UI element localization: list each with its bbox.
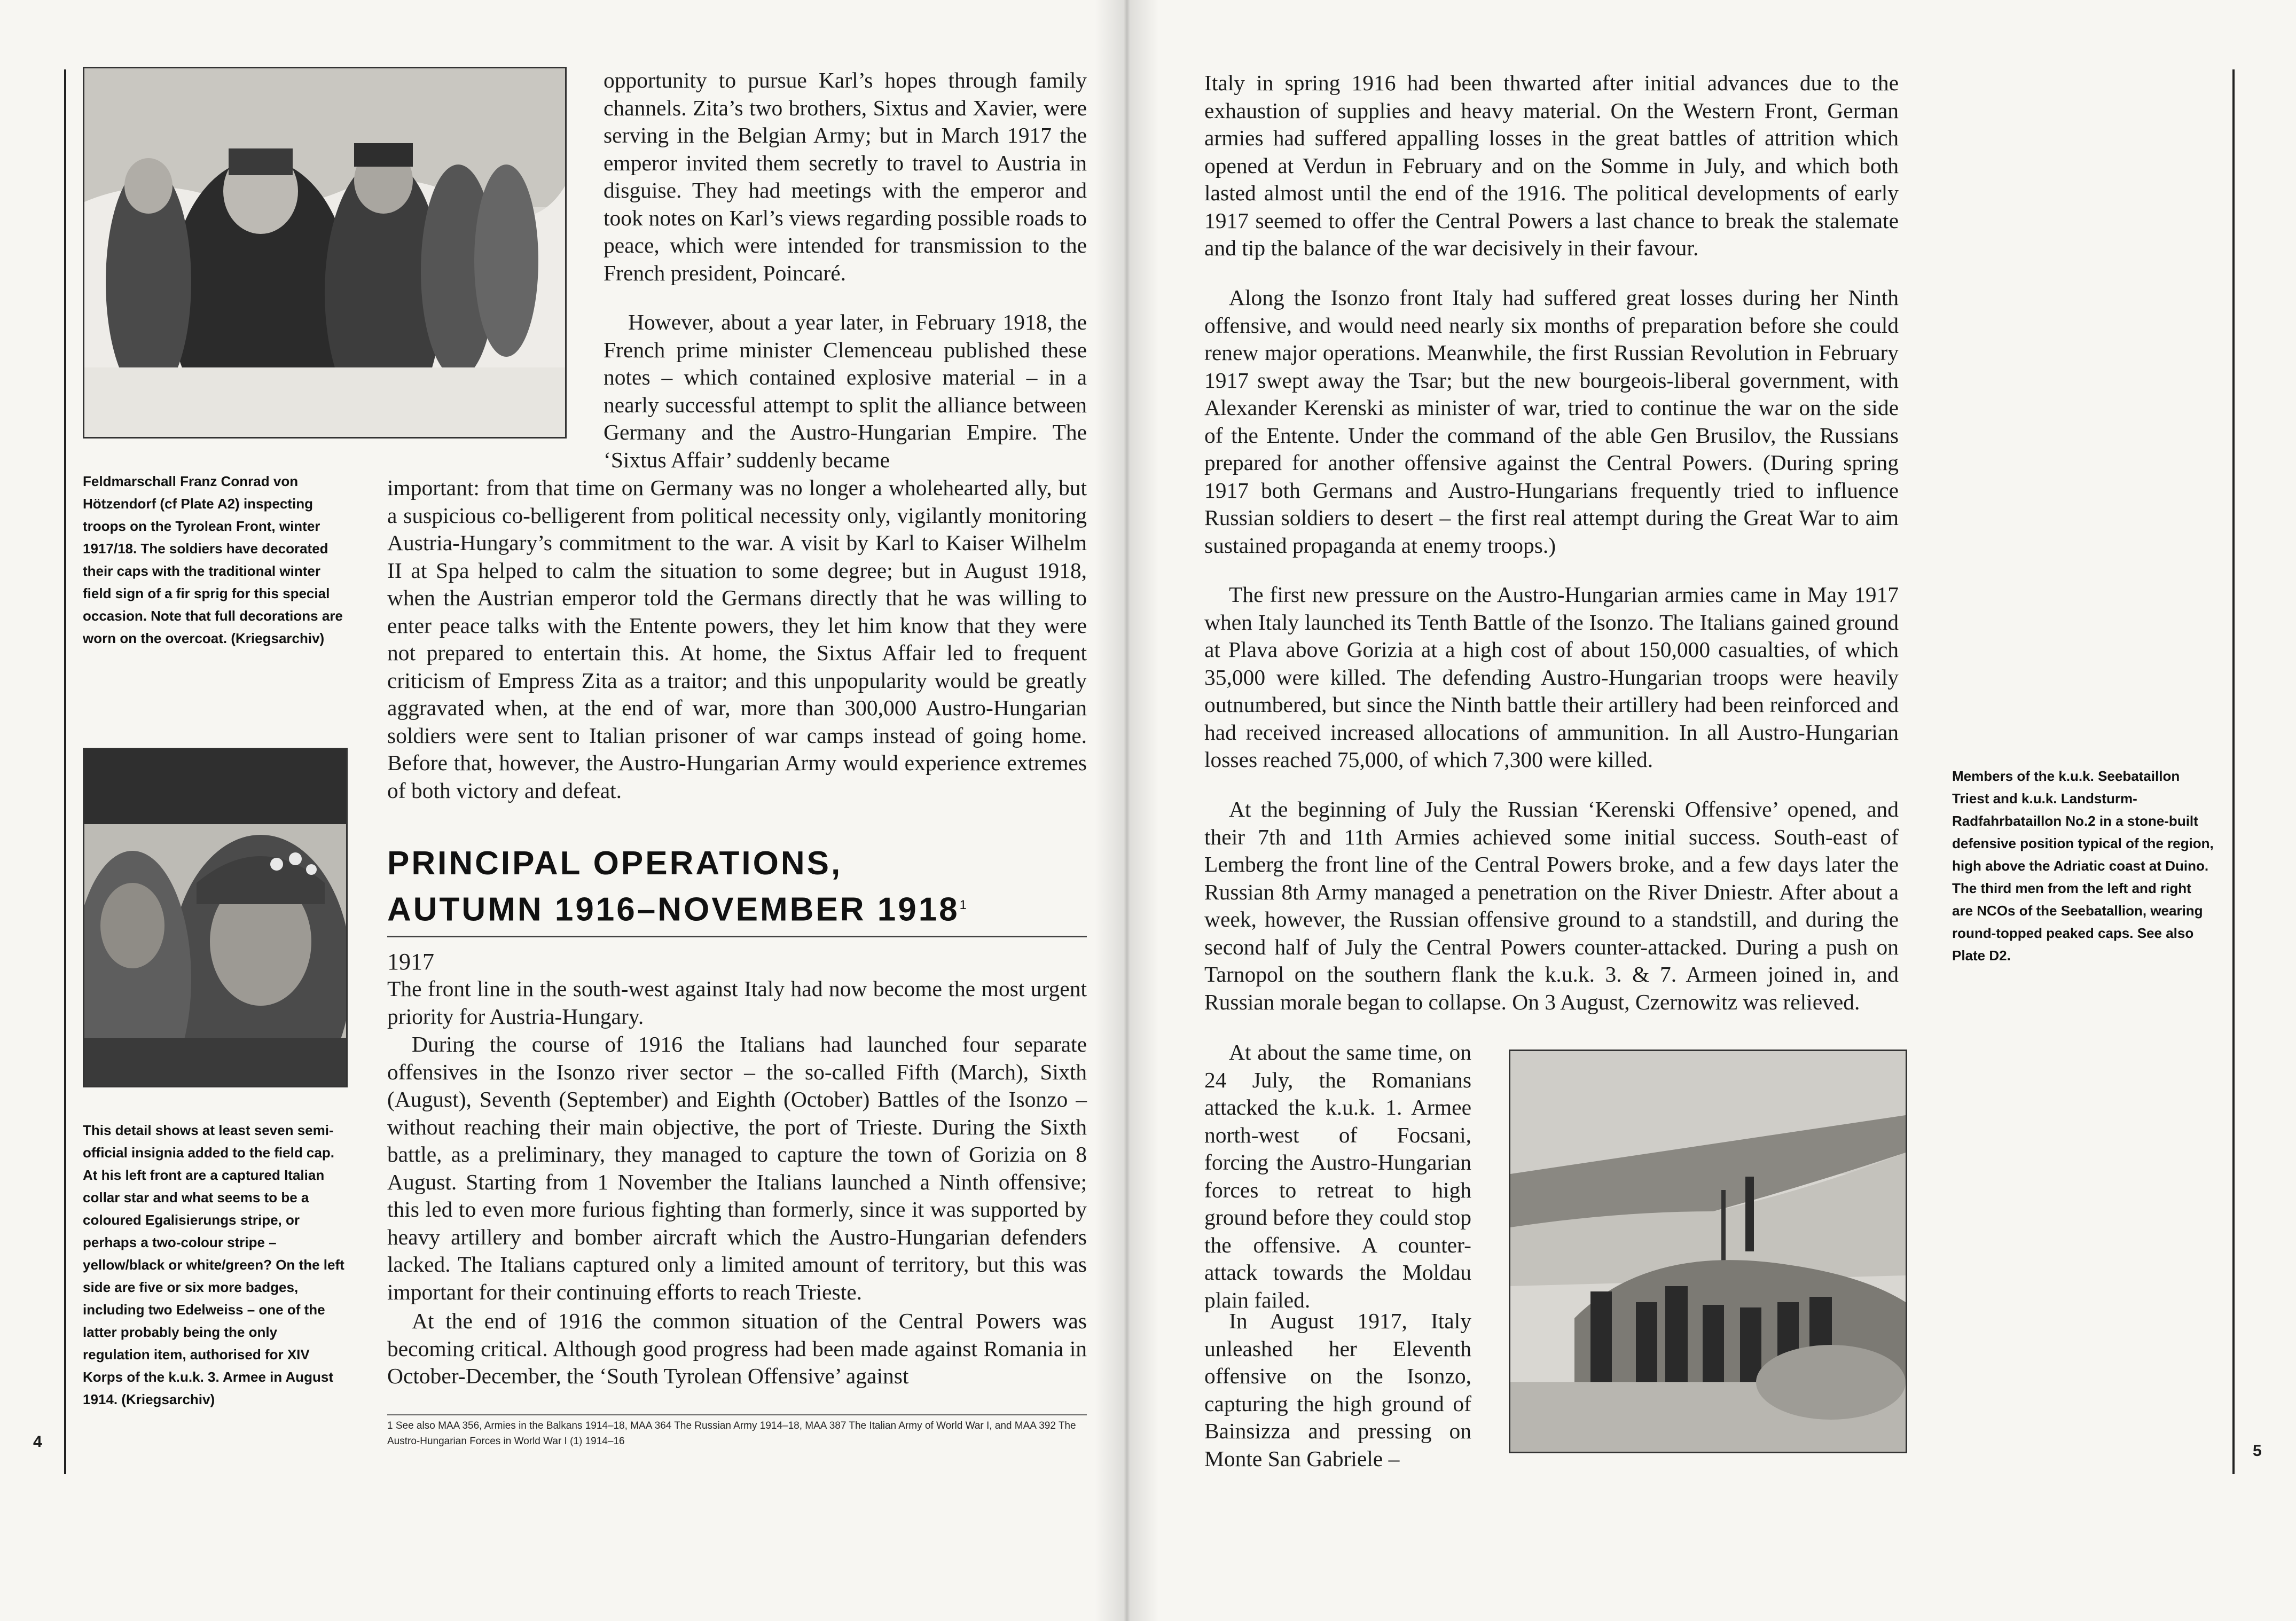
photo-field-cap-detail xyxy=(83,748,348,1087)
section-heading-rule xyxy=(387,936,1087,937)
right-margin-rule xyxy=(2232,69,2235,1474)
left-margin-rule xyxy=(64,69,66,1474)
photo-duino-position-image xyxy=(1510,1051,1906,1452)
subhead-1917: 1917 xyxy=(387,949,434,975)
caption-conrad-inspection: Feldmarschall Franz Conrad von Hötzendorf (cf Plate A2) inspecting troops on the Tyrolean Front, winter 1917/18. The soldiers have decorated their caps with the traditional winter field sign of a fir sprig for this special occasion. Note that full decorations are worn on the overcoat. (Kriegsarchiv) xyxy=(83,473,343,646)
left-para-5: At the end of 1916 the common situation of the Central Powers was becoming critical. Although good progress had been made against Romania in October-December, the ‘South Tyrolean Offensive’ against xyxy=(387,1309,1087,1388)
right-para-2: Along the Isonzo front Italy had suffered great losses during her Ninth offensive, and would need nearly six months of preparation before she could renew major operations. Meanwhile, the first Russian Revolution in February 1917 swept away the Tsar; but the new bourgeois-liberal government, with Alexander Kerenski as minister of war, tried to continue the war on the side of the Entente. Under the command of the able Gen Brusilov, the Russians prepared for another offensive against the Central Powers. (During spring 1917 both Germans and Austro-Hungarians frequently tried to influence Russian soldiers to desert – the first real attempt during the Great War to aim sustained propaganda at enemy troops.) xyxy=(1204,285,1899,558)
right-para-4: At the beginning of July the Russian ‘Kerenski Offensive’ opened, and their 7th and 11th Armies achieved some initial success. South-east of Lemberg the front line of the Central Powers broke, and a few days later the Russian 8th Army managed a penetration on the River Dniestr. After about a week, however, the Russian offensive ground to a standstill, and during the second half of July the Central Powers counter-attacked. During a push on Tarnopol on the southern flank the k.u.k. 3. & 7. Armeen joined in, and Russian morale began to collapse. On 3 August, Czernowitz was relieved. xyxy=(1204,797,1899,1014)
left-para-3: The front line in the south-west against Italy had now become the most urgent priority for Austria-Hungary. xyxy=(387,976,1087,1029)
section-heading xyxy=(387,843,1087,931)
right-para-5: At about the same time, on 24 July, the Romanians attacked the k.u.k. 1. Armee north-west of Focsani, forcing the Austro-Hungarian forces to retreat to high ground before they could stop the offensive. A counter-attack towards the Moldau plain failed. xyxy=(1204,1040,1471,1312)
right-para-3: The first new pressure on the Austro-Hungarian armies came in May 1917 when Italy launched its Tenth Battle of the Isonzo. The Italians gained ground at Plava above Gorizia at a high cost of about 150,000 casualties, of which 35,000 were killed. The defending Austro-Hungarian troops were heavily outnumbered, but since the Ninth battle their artillery had been reinforced and had received increased allocations of ammunition. In all Austro-Hungarian losses reached 75,000, of which 7,300 were killed. xyxy=(1204,582,1899,772)
left-para-2a: However, about a year later, in February 1918, the French prime minister Clemenceau published these notes – which contained explosive material – in a nearly successful attempt to split the alliance between Germany and the Austro-Hungarian Empire. The ‘Sixtus Affair’ suddenly became xyxy=(604,310,1087,472)
photo-field-cap-detail-image xyxy=(84,749,346,1086)
section-heading-line-2 xyxy=(387,884,1087,931)
section-heading-footnote-mark: 1 xyxy=(959,898,967,912)
footnote-rule xyxy=(387,1414,1087,1415)
caption-duino-position: Members of the k.u.k. Seebataillon Triest and k.u.k. Landsturm-Radfahrbataillon No.2 in a stone-built defensive position typical of the region, high above the Adriatic coast at Duino. The third men from the left and right are NCOs of the Seebatallion, wearing round-topped peaked caps. See also Plate D2. xyxy=(1952,768,2214,964)
photo-duino-position xyxy=(1509,1050,1907,1453)
left-para-4: During the course of 1916 the Italians had launched four separate offensives in the Isonzo river sector – the so-called Fifth (March), Sixth (August), Seventh (September) and Eighth (October) Battles of the Isonzo – without reaching their main objective, the port of Trieste. During the Sixth battle, as a preliminary, they managed to capture the town of Gorizia on 8 August. Starting from 1 November the Italians launched a Ninth offensive; this led to even more furious fighting than formerly, since it was supported by heavy artillery and bomber aircraft which the Austro-Hungarian defenders lacked. The Italians captured only a limited amount of territory, but this was important for their continuing efforts to reach Trieste. xyxy=(387,1032,1087,1304)
photo-conrad-inspection-image xyxy=(84,68,565,437)
page-number-left: 4 xyxy=(33,1433,42,1451)
footnote: 1 See also MAA 356, Armies in the Balkans 1914–18, MAA 364 The Russian Army 1914–18, MAA 387 The Italian Army of World War I, and MAA 392 The Austro-Hungarian Forces in World War I (1) 1914–16 xyxy=(387,1420,1076,1447)
section-heading-line-2-text: AUTUMN 1916–NOVEMBER 1918 xyxy=(387,891,960,928)
right-para-6: In August 1917, Italy unleashed her Eleventh offensive on the Isonzo, capturing the high ground of Bainsizza and pressing on Monte San Gabriele – xyxy=(1204,1309,1471,1471)
left-para-1: opportunity to pursue Karl’s hopes through family channels. Zita’s two brothers, Sixtus and Xavier, were serving in the Belgian Army; but in March 1917 the emperor invited them secretly to travel to Austria in disguise. They had meetings with the emperor and took notes on Karl’s views regarding possible roads to peace, which were intended for transmission to the French president, Poincaré. xyxy=(604,68,1087,285)
section-heading-line-1: PRINCIPAL OPERATIONS, xyxy=(387,845,843,882)
left-para-2b: important: from that time on Germany was no longer a wholehearted ally, but a suspicious co-belligerent from political necessity only, vigilantly monitoring Austria-Hungary’s commitment to the war. A visit by Karl to Kaiser Wilhelm II at Spa helped to calm the situation to some degree; but in August 1918, when the Austrian emperor told the Germans directly that he was willing to enter peace talks with the Entente powers, they let him know that they were not prepared to entertain this. At home, the Sixtus Affair led to frequent criticism of Empress Zita as a traitor; and this unpopularity would be greatly aggravated when, at the end of war, more than 300,000 Austro-Hungarian soldiers were sent to Italian prisoner of war camps instead of going home. Before that, however, the Austro-Hungarian Army would experience extremes of both victory and defeat. xyxy=(387,475,1087,803)
right-para-1: Italy in spring 1916 had been thwarted after initial advances due to the exhaustion of supplies and heavy material. On the Western Front, German armies had suffered appalling losses in the great battles of attrition which opened at Verdun in February and on the Somme in July, and which both lasted almost until the end of the 1916. The political developments of early 1917 seemed to offer the Central Powers a last chance to break the stalemate and tip the balance of the war decisively in their favour. xyxy=(1204,71,1899,260)
caption-field-cap-detail: This detail shows at least seven semi-official insignia added to the field cap. At his left front are a captured Italian collar star and what seems to be a coloured Egalisierungs stripe, or perhaps a two-colour stripe – yellow/black or white/green? On the left side are five or six more badges, including two Edelweiss – one of the latter probably being the only regulation item, authorised for XIV Korps of the k.u.k. 3. Armee in August 1914. (Kriegsarchiv) xyxy=(83,1122,344,1407)
photo-conrad-inspection xyxy=(83,67,567,438)
book-gutter xyxy=(1095,0,1159,1621)
page-number-right: 5 xyxy=(2253,1442,2262,1460)
